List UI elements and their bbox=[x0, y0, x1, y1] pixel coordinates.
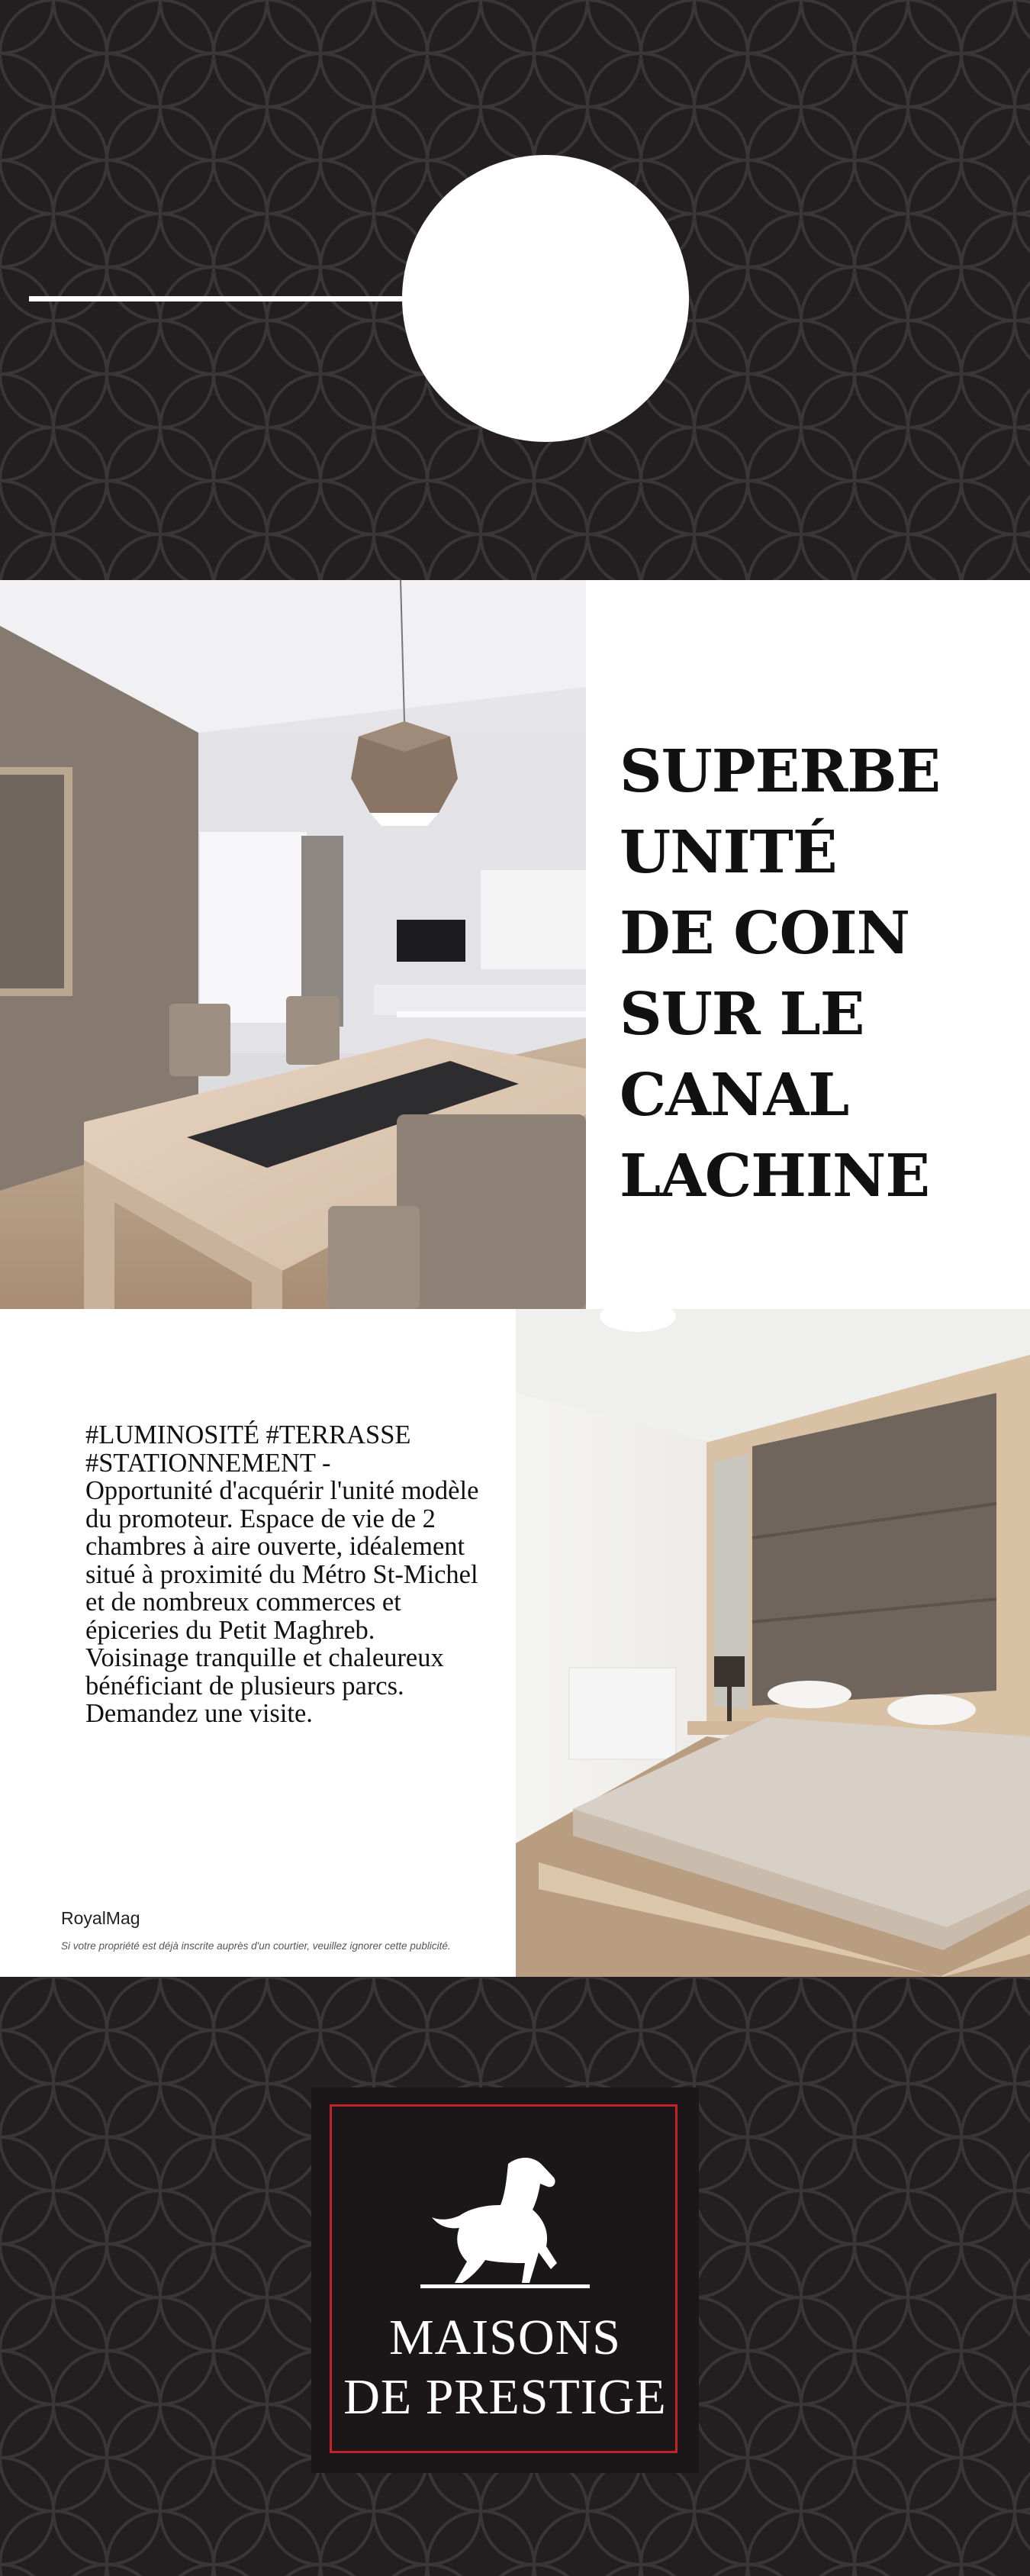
disclaimer-text: Si votre propriété est déjà inscrite auprès d'un courtier, veuillez ignorer cette publicité. bbox=[61, 1940, 451, 1952]
bedroom-photo bbox=[516, 1309, 1030, 1977]
brand-logo bbox=[311, 2088, 699, 2473]
logo-wordmark-line-2: DE PRESTIGE bbox=[343, 2369, 667, 2425]
logo-wordmark-line-1: MAISONS bbox=[388, 2310, 622, 2365]
headline-line: SUPERBE bbox=[620, 737, 941, 806]
headline-line: UNITÉ bbox=[620, 818, 837, 887]
hanger-hole bbox=[402, 155, 689, 442]
dining-room-photo bbox=[0, 580, 586, 1309]
listing-description bbox=[85, 1421, 482, 1728]
listing-body-text: Opportunité d'acquérir l'unité modèle du promoteur. Espace de vie de 2 chambres à aire ouverte, idéalement situé à proximité du Métro St-Michel et de nombreux commerces et épiceries du Petit Maghreb. Voisinage tranquille et chaleureux bénéficiant de plusieurs parcs. Demandez une visite. bbox=[85, 1476, 479, 1728]
headline-line: DE COIN bbox=[620, 899, 910, 968]
hanger-slit-line bbox=[29, 296, 410, 301]
headline bbox=[620, 731, 1016, 1217]
publisher-name: RoyalMag bbox=[61, 1908, 140, 1928]
headline-line: CANAL bbox=[620, 1061, 849, 1130]
headline-line: SUR LE bbox=[620, 980, 864, 1049]
top-pattern-band bbox=[0, 0, 1030, 580]
bottom-pattern-band bbox=[0, 1977, 1030, 2576]
horse-icon bbox=[394, 2149, 616, 2294]
headline-line: LACHINE bbox=[620, 1142, 930, 1211]
listing-hashtags: #LUMINOSITÉ #TERRASSE #STATIONNEMENT - bbox=[85, 1420, 411, 1478]
